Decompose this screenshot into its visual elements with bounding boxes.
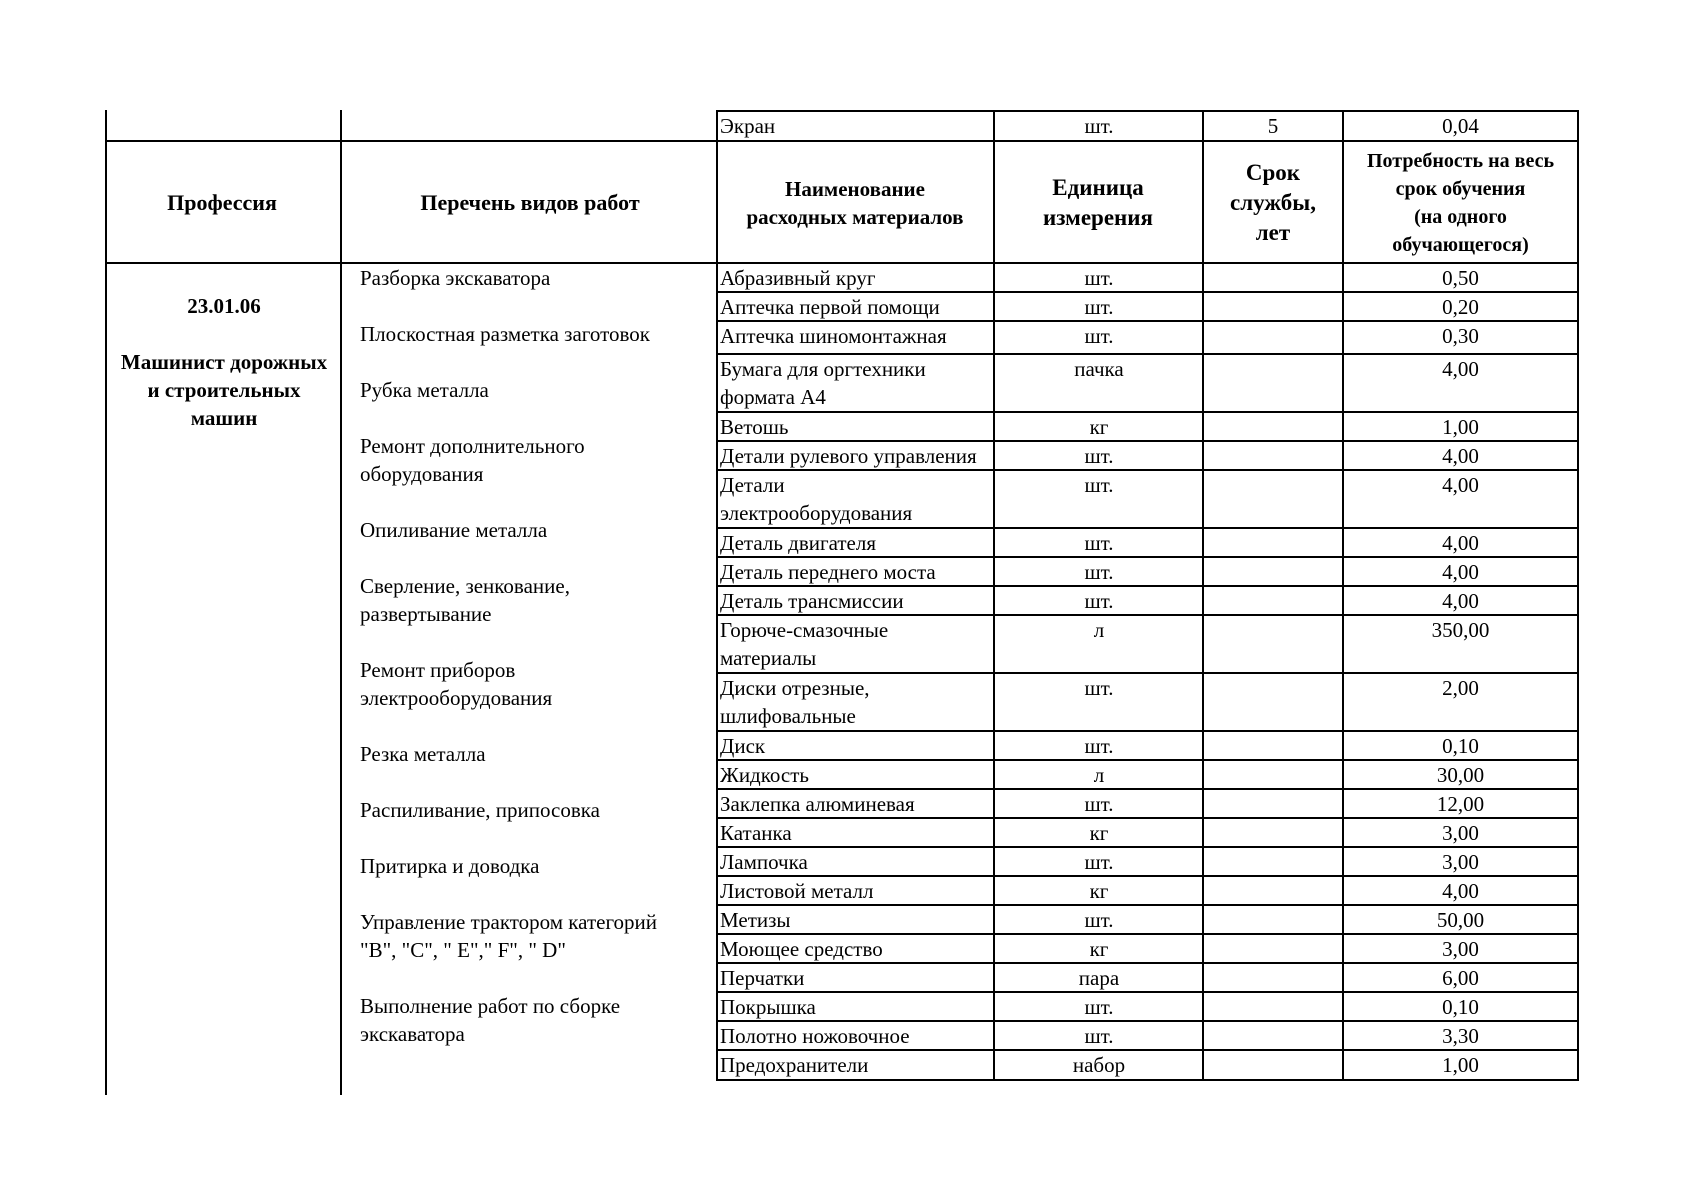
material-need: 4,00 bbox=[1442, 531, 1479, 555]
header-need-text: Потребность на весь срок обучения (на одного обучающегося) bbox=[1366, 150, 1555, 256]
material-need: 0,30 bbox=[1442, 324, 1479, 348]
material-name: Листовой металл bbox=[720, 879, 874, 903]
material-name: Перчатки bbox=[720, 966, 805, 990]
material-need: 0,10 bbox=[1442, 995, 1479, 1019]
work-item: Выполнение работ по сборке экскаватора bbox=[360, 994, 621, 1046]
material-name: Деталь переднего моста bbox=[720, 560, 936, 584]
top-row-name: Экран bbox=[720, 114, 776, 138]
material-need: 50,00 bbox=[1436, 908, 1485, 932]
header-need bbox=[1343, 142, 1578, 264]
material-unit: шт. bbox=[1084, 295, 1114, 319]
header-service-life-text: Срок службы, лет bbox=[1230, 160, 1316, 245]
material-name: Предохранители bbox=[720, 1053, 869, 1077]
material-name: Деталь трансмиссии bbox=[720, 589, 904, 613]
material-need: 0,20 bbox=[1442, 295, 1479, 319]
work-item: Ремонт приборов электрооборудования bbox=[360, 658, 553, 710]
material-unit: кг bbox=[1089, 415, 1109, 439]
material-name: Детали рулевого управления bbox=[720, 444, 977, 468]
material-unit: набор bbox=[1072, 1053, 1126, 1077]
material-need: 4,00 bbox=[1442, 560, 1479, 584]
material-name: Абразивный круг bbox=[720, 266, 876, 290]
material-unit: кг bbox=[1089, 937, 1109, 961]
material-unit: шт. bbox=[1084, 995, 1114, 1019]
material-need: 1,00 bbox=[1442, 415, 1479, 439]
top-row-need: 0,04 bbox=[1442, 114, 1479, 138]
material-need: 3,00 bbox=[1442, 821, 1479, 845]
material-need: 4,00 bbox=[1442, 357, 1479, 381]
header-material-name-text: Наименование расходных материалов bbox=[746, 177, 964, 229]
header-profession-text: Профессия bbox=[167, 190, 277, 215]
material-need: 30,00 bbox=[1436, 763, 1485, 787]
material-unit: шт. bbox=[1084, 473, 1114, 497]
header-works bbox=[344, 142, 716, 264]
header-unit-text: Единица измерения bbox=[1043, 175, 1153, 230]
material-need: 2,00 bbox=[1442, 676, 1479, 700]
material-unit: кг bbox=[1089, 879, 1109, 903]
material-name: Диск bbox=[720, 734, 766, 758]
material-need: 3,30 bbox=[1442, 1024, 1479, 1048]
material-name: Бумага для оргтехники формата А4 bbox=[720, 357, 926, 409]
material-unit: кг bbox=[1089, 821, 1109, 845]
profession-name: Машинист дорожных и строительных машин bbox=[120, 350, 328, 430]
header-profession bbox=[106, 142, 338, 264]
material-need: 4,00 bbox=[1442, 879, 1479, 903]
material-need: 4,00 bbox=[1442, 473, 1479, 497]
top-row-unit: шт. bbox=[1084, 114, 1114, 138]
material-unit: шт. bbox=[1084, 324, 1114, 348]
work-item: Управление трактором категорий "B", "C", " E"," F", " D" bbox=[360, 910, 658, 962]
header-service-life bbox=[1204, 142, 1342, 264]
material-unit: шт. bbox=[1084, 676, 1114, 700]
material-unit: шт. bbox=[1084, 1024, 1114, 1048]
work-item: Распиливание, припосовка bbox=[360, 798, 600, 822]
work-item: Притирка и доводка bbox=[360, 854, 540, 878]
top-row-service-life: 5 bbox=[1267, 114, 1279, 138]
material-name: Метизы bbox=[720, 908, 791, 932]
material-name: Деталь двигателя bbox=[720, 531, 877, 555]
material-name: Заклепка алюминевая bbox=[720, 792, 915, 816]
material-need: 6,00 bbox=[1442, 966, 1479, 990]
material-need: 0,10 bbox=[1442, 734, 1479, 758]
material-name: Жидкость bbox=[720, 763, 809, 787]
work-item: Сверление, зенкование, развертывание bbox=[360, 574, 570, 626]
material-need: 1,00 bbox=[1442, 1053, 1479, 1077]
work-item: Рубка металла bbox=[360, 378, 489, 402]
table-bottom-border bbox=[716, 1079, 1579, 1081]
material-name: Полотно ножовочное bbox=[720, 1024, 910, 1048]
material-name: Катанка bbox=[720, 821, 792, 845]
material-need: 3,00 bbox=[1442, 937, 1479, 961]
material-name: Аптечка шиномонтажная bbox=[720, 324, 947, 348]
header-unit bbox=[994, 142, 1202, 264]
material-name: Моющее средство bbox=[720, 937, 883, 961]
material-unit: шт. bbox=[1084, 560, 1114, 584]
material-unit: шт. bbox=[1084, 266, 1114, 290]
material-unit: пара bbox=[1078, 966, 1120, 990]
material-unit: пачка bbox=[1074, 357, 1124, 381]
material-unit: л bbox=[1093, 763, 1105, 787]
work-item: Плоскостная разметка заготовок bbox=[360, 322, 650, 346]
work-item: Опиливание металла bbox=[360, 518, 548, 542]
material-unit: л bbox=[1093, 618, 1105, 642]
header-material-name bbox=[718, 142, 992, 264]
work-item: Резка металла bbox=[360, 742, 486, 766]
profession-cell bbox=[108, 264, 340, 460]
material-need: 0,50 bbox=[1442, 266, 1479, 290]
material-need: 3,00 bbox=[1442, 850, 1479, 874]
material-unit: шт. bbox=[1084, 531, 1114, 555]
material-unit: шт. bbox=[1084, 850, 1114, 874]
material-unit: шт. bbox=[1084, 589, 1114, 613]
work-item: Разборка экскаватора bbox=[360, 266, 551, 290]
material-name: Лампочка bbox=[720, 850, 808, 874]
material-name: Детали электрооборудования bbox=[720, 473, 913, 525]
material-need: 350,00 bbox=[1431, 618, 1490, 642]
material-need: 4,00 bbox=[1442, 444, 1479, 468]
material-name: Диски отрезные, шлифовальные bbox=[720, 676, 870, 728]
material-need: 4,00 bbox=[1442, 589, 1479, 613]
profession-code: 23.01.06 bbox=[187, 294, 261, 318]
material-need: 12,00 bbox=[1436, 792, 1485, 816]
header-works-text: Перечень видов работ bbox=[420, 190, 640, 215]
material-name: Аптечка первой помощи bbox=[720, 295, 940, 319]
material-name: Ветошь bbox=[720, 415, 789, 439]
material-name: Покрышка bbox=[720, 995, 816, 1019]
material-name: Горюче-смазочные материалы bbox=[720, 618, 889, 670]
material-unit: шт. bbox=[1084, 734, 1114, 758]
material-unit: шт. bbox=[1084, 908, 1114, 932]
material-unit: шт. bbox=[1084, 444, 1114, 468]
material-unit: шт. bbox=[1084, 792, 1114, 816]
work-item: Ремонт дополнительного оборудования bbox=[360, 434, 585, 486]
column-divider-profession bbox=[340, 110, 342, 1095]
